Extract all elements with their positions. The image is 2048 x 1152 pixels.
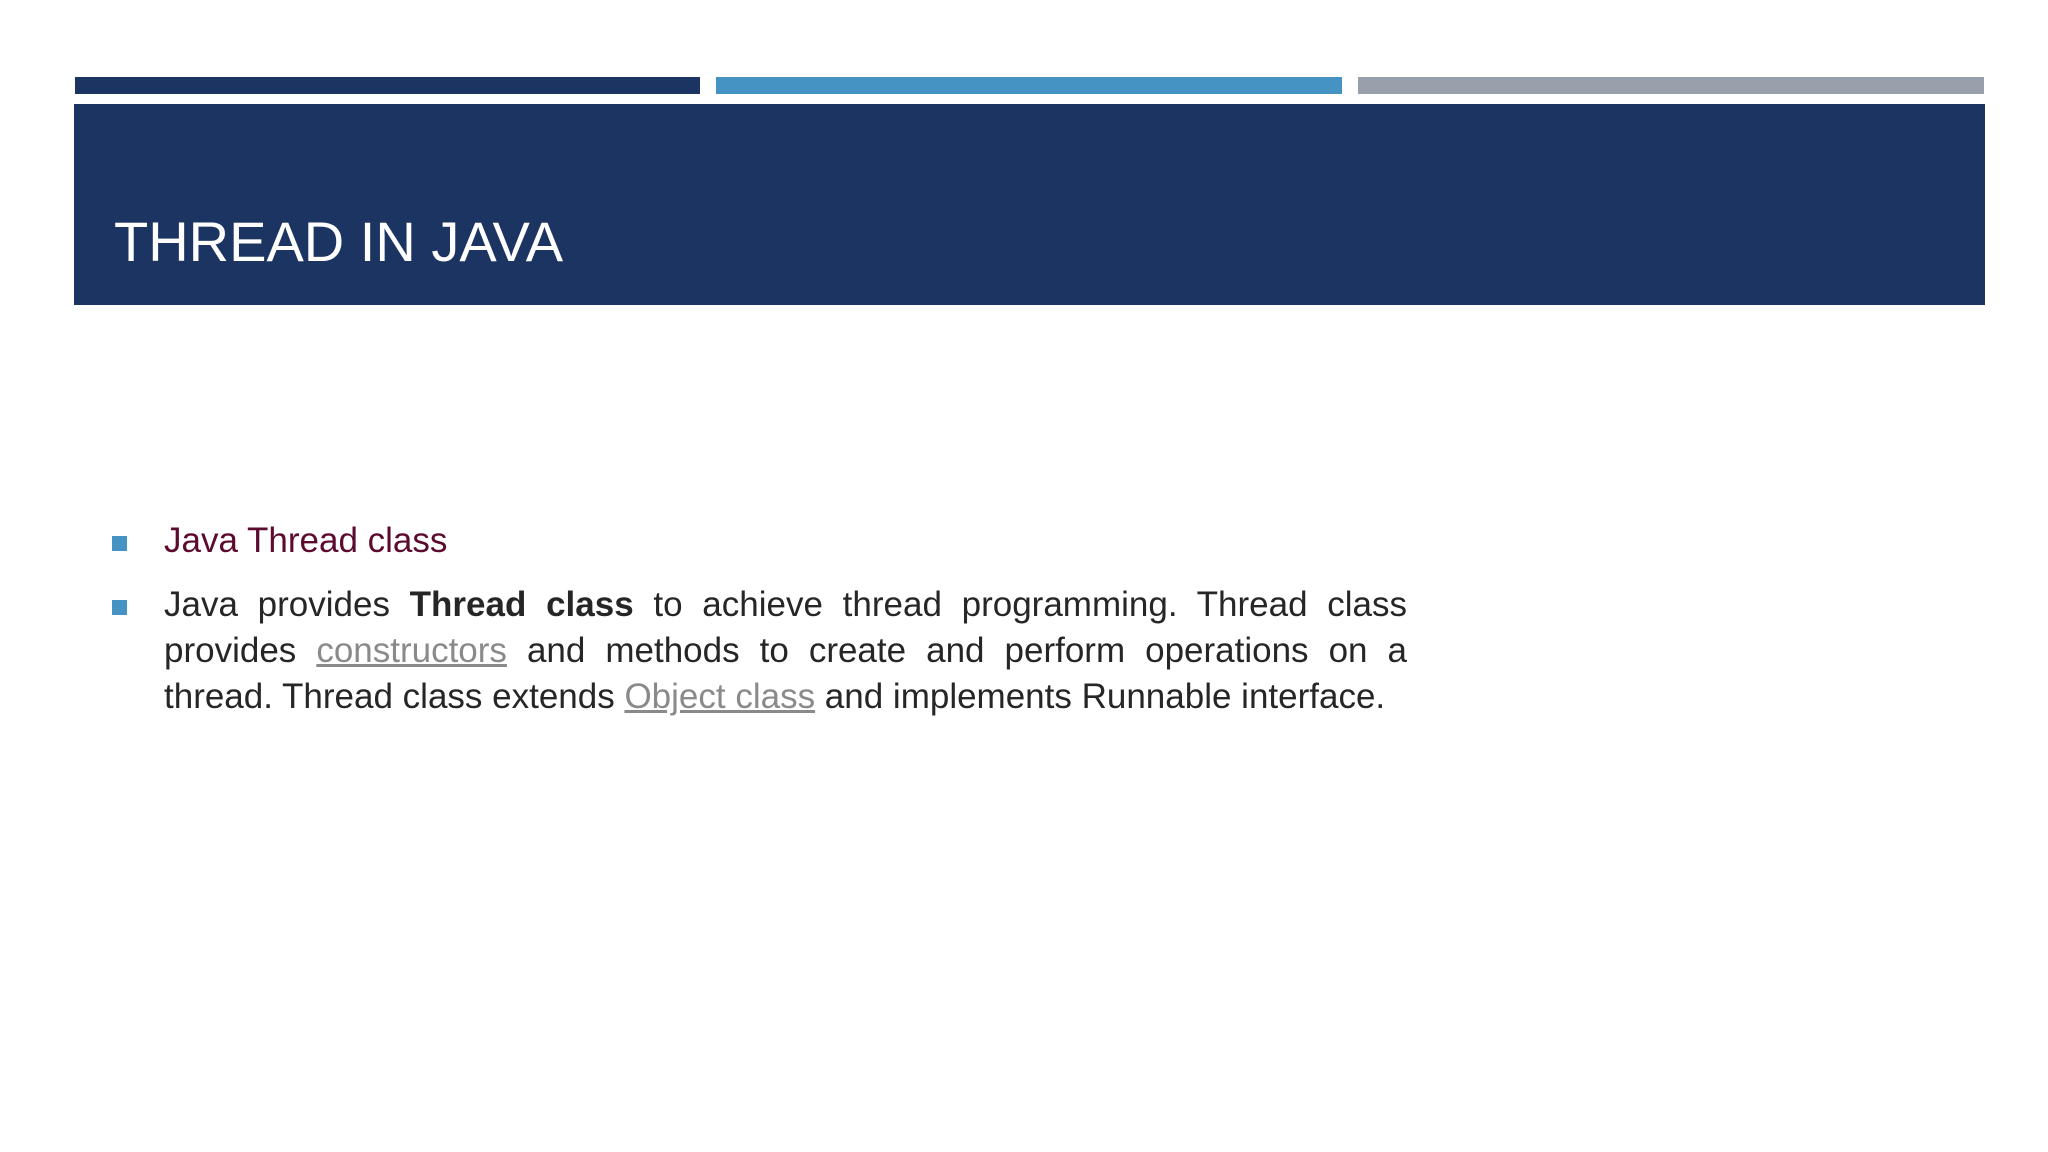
object-class-link[interactable]: Object class xyxy=(624,677,816,716)
paragraph-text-part-1: Java provides xyxy=(164,585,410,624)
bullet-item-heading xyxy=(112,518,1407,564)
square-bullet-icon xyxy=(112,536,127,551)
slide-content xyxy=(112,518,1407,738)
paragraph-text-part-4: and implements Runnable interface. xyxy=(815,677,1386,716)
slide-title: THREAD IN JAVA xyxy=(114,210,564,273)
accent-bar-blue xyxy=(716,77,1342,94)
accent-bar-navy xyxy=(75,77,700,94)
bullet-heading-text: Java Thread class xyxy=(164,521,448,560)
square-bullet-icon xyxy=(112,600,127,615)
constructors-link[interactable]: constructors xyxy=(316,631,507,670)
bullet-item-paragraph xyxy=(112,582,1407,720)
paragraph-text-part-2: to achieve thread programming. Thread class provides xyxy=(164,585,1407,670)
bold-term-thread-class: Thread class xyxy=(409,585,634,624)
bullet-paragraph-text xyxy=(164,582,1407,720)
paragraph-text-part-3: and methods to create and perform operations on a thread. Thread class extends xyxy=(164,631,1407,716)
accent-bar-gray xyxy=(1358,77,1984,94)
title-band xyxy=(74,104,1985,305)
